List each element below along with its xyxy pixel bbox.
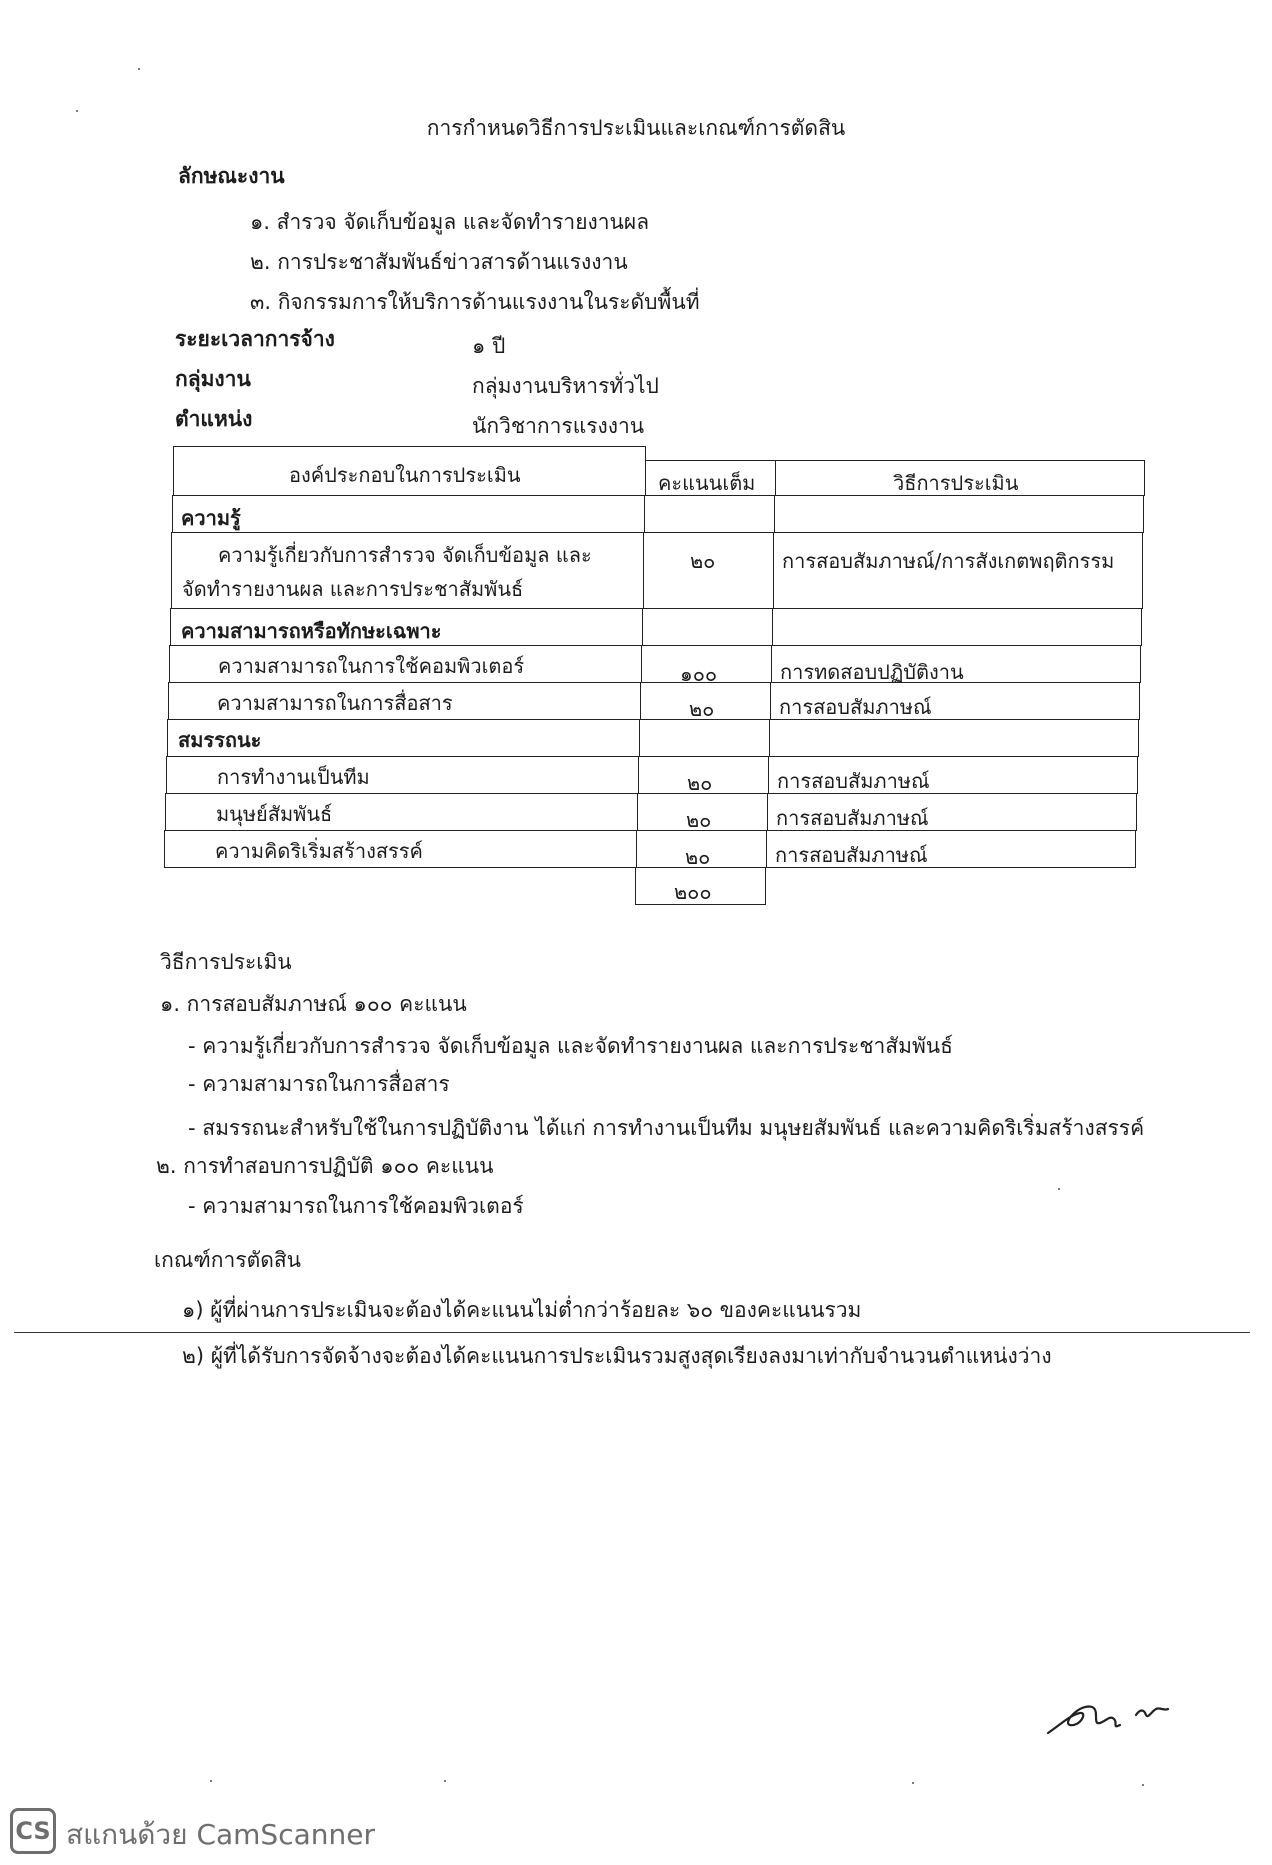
table-header-cell: วิธีการประเมิน bbox=[775, 460, 1145, 496]
camscanner-logo: CS bbox=[10, 1808, 56, 1854]
table-row: การทำงานเป็นทีม bbox=[166, 756, 639, 794]
method-interview: ๑. การสอบสัมภาษณ์ ๑๐๐ คะแนน bbox=[160, 992, 467, 1016]
divider-line bbox=[14, 1332, 1250, 1333]
table-row: ความสามารถหรือทักษะเฉพาะ bbox=[170, 608, 643, 646]
criteria-label: เกณฑ์การตัดสิน bbox=[154, 1248, 302, 1272]
table-row: ๒๐ bbox=[638, 756, 769, 794]
table-row: การสอบสัมภาษณ์ bbox=[766, 830, 1136, 868]
method-item: - ความสามารถในการใช้คอมพิวเตอร์ bbox=[188, 1194, 524, 1218]
job-nature-item: ๑. สำรวจ จัดเก็บข้อมูล และจัดทำรายงานผล bbox=[250, 210, 650, 234]
criteria-item: ๒) ผู้ที่ได้รับการจัดจ้างจะต้องได้คะแนนการประเมินรวมสูงสุดเรียงลงมาเท่ากับจำนวนตำแหน่งว่าง bbox=[182, 1344, 1052, 1368]
table-total-cell: ๒๐๐ bbox=[635, 867, 766, 905]
position-value: นักวิชาการแรงงาน bbox=[472, 414, 645, 438]
table-row: ๒๐ bbox=[636, 830, 767, 868]
method-practical: ๒. การทำสอบการปฏิบัติ ๑๐๐ คะแนน bbox=[156, 1154, 494, 1178]
table-row: ๑๐๐ bbox=[641, 645, 772, 683]
table-row bbox=[644, 495, 775, 533]
signature-mark bbox=[1040, 1685, 1180, 1745]
table-row: ความสามารถในการสื่อสาร bbox=[168, 682, 641, 720]
table-row bbox=[639, 719, 770, 757]
method-item: - ความรู้เกี่ยวกับการสำรวจ จัดเก็บข้อมูล และจัดทำรายงานผล และการประชาสัมพันธ์ bbox=[188, 1034, 953, 1058]
scan-speck bbox=[444, 1780, 446, 1782]
job-nature-item: ๒. การประชาสัมพันธ์ข่าวสารด้านแรงงาน bbox=[250, 250, 628, 274]
methods-label: วิธีการประเมิน bbox=[160, 950, 292, 974]
table-header-cell: คะแนนเต็ม bbox=[645, 460, 776, 496]
table-row bbox=[642, 608, 773, 646]
scan-speck bbox=[1142, 1784, 1144, 1786]
position-label: ตำแหน่ง bbox=[175, 407, 253, 431]
method-item: - ความสามารถในการสื่อสาร bbox=[188, 1072, 450, 1096]
table-row: ความรู้ bbox=[172, 495, 645, 533]
table-row: การทดสอบปฏิบัติงาน bbox=[771, 645, 1141, 683]
scan-speck bbox=[210, 1780, 212, 1782]
table-row: การสอบสัมภาษณ์/การสังเกตพฤติกรรม bbox=[773, 532, 1143, 609]
table-row: ความสามารถในการใช้คอมพิวเตอร์ bbox=[169, 645, 642, 683]
table-row: สมรรถนะ bbox=[167, 719, 640, 757]
scan-speck bbox=[138, 68, 140, 70]
duration-label: ระยะเวลาการจ้าง bbox=[175, 327, 335, 351]
criteria-item: ๑) ผู้ที่ผ่านการประเมินจะต้องได้คะแนนไม่ต่ำกว่าร้อยละ ๖๐ ของคะแนนรวม bbox=[182, 1298, 862, 1322]
duration-value: ๑ ปี bbox=[472, 334, 506, 358]
table-row: ความรู้เกี่ยวกับการสำรวจ จัดเก็บข้อมูล และ จัดทำรายงานผล และการประชาสัมพันธ์ bbox=[171, 532, 644, 609]
table-row bbox=[774, 495, 1144, 533]
table-row: ๒๐ bbox=[640, 682, 771, 720]
table-row: การสอบสัมภาษณ์ bbox=[770, 682, 1140, 720]
table-header-cell: องค์ประกอบในการประเมิน bbox=[173, 446, 646, 496]
table-row bbox=[772, 608, 1142, 646]
group-value: กลุ่มงานบริหารทั่วไป bbox=[472, 374, 659, 398]
job-nature-item: ๓. กิจกรรมการให้บริการด้านแรงงานในระดับพื้นที่ bbox=[250, 290, 700, 314]
scan-speck bbox=[76, 110, 78, 112]
table-row: ๒๐ bbox=[637, 793, 768, 831]
scan-speck bbox=[1058, 1188, 1060, 1190]
table-row: การสอบสัมภาษณ์ bbox=[768, 756, 1138, 794]
table-row bbox=[769, 719, 1139, 757]
document-title: การกำหนดวิธีการประเมินและเกณฑ์การตัดสิน bbox=[426, 116, 846, 140]
camscanner-watermark: สแกนด้วย CamScanner bbox=[66, 1818, 375, 1851]
table-row: มนุษย์สัมพันธ์ bbox=[165, 793, 638, 831]
table-row: ๒๐ bbox=[643, 532, 774, 609]
method-item: - สมรรถนะสำหรับใช้ในการปฏิบัติงาน ได้แก่ การทำงานเป็นทีม มนุษยสัมพันธ์ และความคิดริเริ่มสร้างสรรค์ bbox=[188, 1116, 1145, 1140]
table-row: ความคิดริเริ่มสร้างสรรค์ bbox=[164, 830, 637, 868]
table-row: การสอบสัมภาษณ์ bbox=[767, 793, 1137, 831]
job-nature-label: ลักษณะงาน bbox=[178, 164, 285, 188]
scan-speck bbox=[912, 1782, 914, 1784]
group-label: กลุ่มงาน bbox=[175, 367, 251, 391]
